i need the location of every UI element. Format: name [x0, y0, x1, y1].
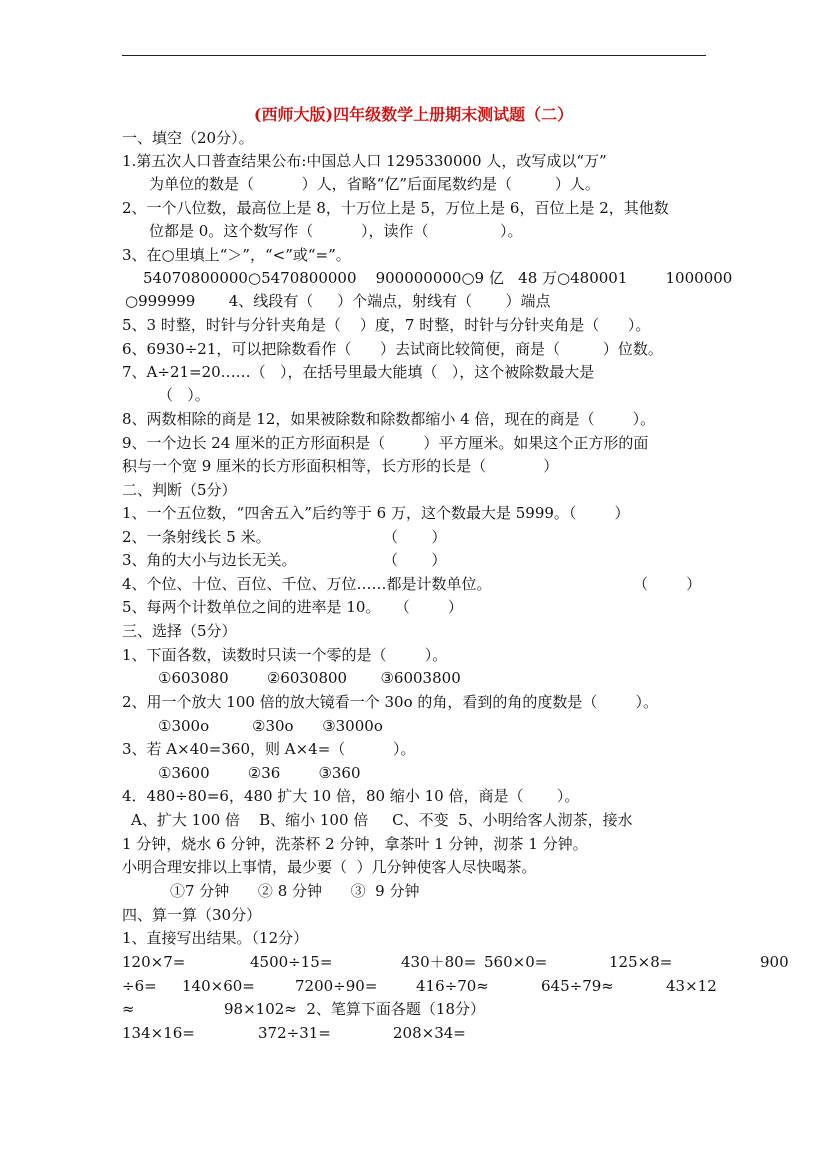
- text-line: ①300o ②30o ③3000o: [158, 717, 383, 735]
- text-line: 4．480÷80=6，480 扩大 10 倍，80 缩小 10 倍，商是（ ）。: [122, 787, 580, 805]
- text-line: 4、个位、十位、百位、千位、万位……都是计数单位。: [122, 575, 492, 593]
- text-line: 4500÷15=: [250, 953, 333, 971]
- text-line: 2、一个八位数，最高位上是 8，十万位上是 5，万位上是 6，百位上是 2，其他数: [122, 199, 669, 217]
- text-line: 1 分钟，烧水 6 分钟，洗茶杯 2 分钟，拿茶叶 1 分钟，沏茶 1 分钟。: [122, 835, 588, 853]
- text-line: 2、一条射线长 5 米。: [122, 528, 271, 546]
- text-line: 一、填空（20分）。: [122, 129, 254, 147]
- text-line: 5、每两个计数单位之间的进率是 10。 （ ）: [122, 598, 463, 616]
- text-line: 372÷31=: [258, 1024, 331, 1042]
- text-line: （ ）: [383, 551, 447, 569]
- text-line: 560×0=: [484, 953, 548, 971]
- text-line: 43×12: [666, 977, 717, 995]
- text-line: 416÷70≈: [416, 977, 489, 995]
- text-line: 2、用一个放大 100 倍的放大镜看一个 30o 的角，看到的角的度数是（ ）。: [122, 693, 659, 711]
- text-line: 3、若 A×40=360，则 A×4=（ ）。: [122, 740, 416, 758]
- text-line: （ ）: [383, 528, 447, 546]
- text-line: ①3600 ②36 ③360: [158, 764, 361, 782]
- text-line: 3、角的大小与边长无关。: [122, 551, 297, 569]
- text-line: （ ）。: [158, 386, 210, 404]
- text-line: 208×34=: [393, 1024, 466, 1042]
- text-line: 二、判断（5分）: [122, 481, 237, 499]
- text-line: 积与一个宽 9 厘米的长方形面积相等，长方形的长是（ ）: [122, 457, 559, 475]
- text-line: ①7 分钟 ② 8 分钟 ③ 9 分钟: [170, 882, 420, 900]
- text-line: ○999999 4、线段有（ ）个端点，射线有（ ）端点: [125, 292, 551, 310]
- text-line: 1、一个五位数，“四舍五入”后约等于 6 万，这个数最大是 5999。（ ）: [122, 504, 630, 522]
- text-line: 120×7=: [122, 953, 186, 971]
- text-line: A、扩大 100 倍 B、缩小 100 倍 C、不变 5、小明给客人沏茶，接水: [131, 811, 633, 829]
- text-line: 8、两数相除的商是 12，如果被除数和除数都缩小 4 倍，现在的商是（ ）。: [122, 410, 656, 428]
- text-line: 1、下面各数，读数时只读一个零的是（ ）。: [122, 646, 448, 664]
- text-line: 为单位的数是（ ）人，省略“亿”后面尾数约是（ ）人。: [149, 175, 600, 193]
- text-line: 6、6930÷21，可以把除数看作（ ）去试商比较简便，商是（ ）位数。: [122, 340, 663, 358]
- text-line: 125×8=: [609, 953, 673, 971]
- text-line: ≈: [122, 1000, 135, 1018]
- header-rule: [122, 55, 706, 56]
- text-line: 140×60=: [182, 977, 255, 995]
- page-title: (西师大版)四年级数学上册期末测试题（二）: [253, 105, 574, 124]
- text-line: ①603080 ②6030800 ③6003800: [158, 669, 461, 687]
- text-line: 9、一个边长 24 厘米的正方形面积是（ ）平方厘米。如果这个正方形的面: [122, 434, 649, 452]
- text-line: （ ）: [633, 575, 702, 593]
- text-line: 7、A÷21=20……（ ），在括号里最大能填（ ），这个被除数最大是: [122, 363, 595, 381]
- text-line: 134×16=: [122, 1024, 195, 1042]
- text-line: 98×102≈ 2、笔算下面各题（18分）: [224, 1000, 486, 1018]
- text-line: 54070800000○5470800000 900000000○9 亿 48 万○480001 1000000: [143, 269, 733, 287]
- text-line: 位都是 0。这个数写作（ ），读作（ ）。: [149, 222, 523, 240]
- text-line: 7200÷90=: [295, 977, 378, 995]
- text-line: 小明合理安排以上事情，最少要（ ）几分钟使客人尽快喝茶。: [122, 858, 537, 876]
- text-line: 1.第五次人口普查结果公布:中国总人口 1295330000 人，改写成以“万”: [122, 152, 607, 170]
- text-line: 430＋80=: [401, 953, 477, 971]
- text-line: ÷6=: [122, 977, 157, 995]
- text-line: 四、算一算（30分）: [122, 906, 262, 924]
- text-line: 5、3 时整，时针与分针夹角是（ ）度，7 时整，时针与分针夹角是（ ）。: [122, 316, 651, 334]
- text-line: 1、直接写出结果。（12分）: [122, 929, 309, 947]
- text-line: 900: [760, 953, 789, 971]
- text-line: 三、选择（5分）: [122, 622, 237, 640]
- text-line: 645÷79≈: [541, 977, 614, 995]
- text-line: 3、在○里填上“＞”，“<”或“=”。: [122, 246, 351, 264]
